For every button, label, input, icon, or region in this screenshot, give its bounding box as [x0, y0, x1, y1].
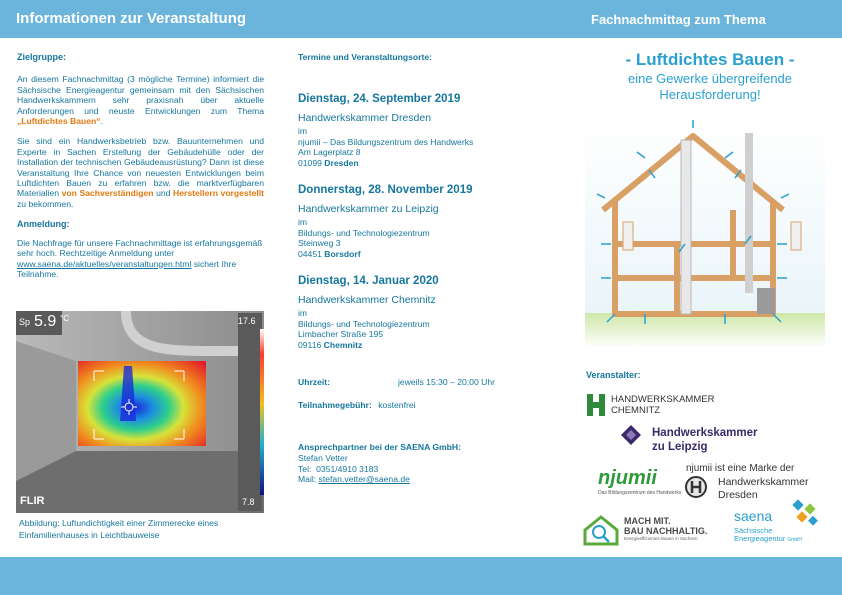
event-3 — [298, 275, 439, 350]
fee-value: kostenfrei — [378, 400, 416, 410]
subtitle-line-2: Herausforderung! — [659, 87, 761, 102]
time-label: Uhrzeit: — [298, 377, 330, 387]
subtitle — [585, 71, 835, 103]
left-header-title: Informationen zur Veranstaltung — [16, 10, 247, 27]
event-city-line — [298, 340, 439, 351]
thermal-scene — [16, 311, 264, 513]
event-zip: 04451 — [298, 248, 325, 259]
event-date: Dienstag, 24. September 2019 — [298, 93, 461, 105]
time-value: jeweils 15:30 – 20:00 Uhr — [398, 377, 495, 387]
text-run: An diesem Fachnachmittag (3 mögliche Termine) informiert die Sächsische Energieagentur gemeinsam mit den Sächsischen Handwerkskammern sehr praxisnah über aktuelle Anforderungen und neuste Entwicklungen zum Thema — [17, 74, 264, 116]
njumii-wordmark: njumii — [598, 467, 657, 489]
contact-name: Stefan Vetter — [298, 453, 348, 463]
hwk-chemnitz-icon — [585, 392, 607, 418]
events-link[interactable]: www.saena.de/aktuelles/veranstaltungen.html — [17, 258, 192, 269]
saena-wordmark: saena — [734, 508, 773, 524]
contact-heading: Ansprechpartner bei der SAENA GmbH: — [298, 442, 461, 452]
flir-logo: FLIR — [20, 495, 45, 507]
text-run: . — [100, 116, 103, 127]
logo-text-line: HANDWERKSKAMMER — [611, 394, 715, 405]
event-line: njumii – Das Bildungszentrum des Handwerks — [298, 136, 474, 147]
logo-text-line: Sächsische — [734, 526, 773, 535]
event-venue: Handwerkskammer Dresden — [298, 112, 432, 124]
hwk-dresden-icon — [684, 475, 708, 499]
mail-label: Mail: — [298, 474, 317, 485]
njumii-note: njumii ist eine Marke der — [686, 463, 795, 474]
phone-label: Tel: — [298, 463, 312, 474]
saena-subtext — [734, 527, 802, 544]
signup-heading: Anmeldung: — [17, 219, 70, 230]
contact-phone — [298, 464, 538, 475]
text-run: Die Nachfrage für unsere Fachnachmittage ist erfahrungsgemäß sehr hoch. Rechtzeitige Anmeldung unter — [17, 237, 263, 259]
saena-line: Energieagentur — [734, 534, 786, 543]
thermo-max: 17.6 — [238, 316, 256, 326]
thermo-min: 7.8 — [242, 497, 255, 507]
text-run: und — [153, 188, 174, 199]
event-line: im — [298, 217, 308, 227]
hwk-leipzig-logo — [620, 424, 758, 453]
hwk-chemnitz-logo — [585, 392, 715, 423]
contact-mail — [298, 474, 538, 485]
njumii-logo — [598, 467, 680, 507]
event-venue: Handwerkskammer zu Leipzig — [298, 203, 439, 215]
machmit-text — [624, 516, 707, 541]
audience-paragraph — [17, 136, 264, 209]
dates-heading: Termine und Veranstaltungsorte: — [298, 52, 433, 62]
event-street: Limbacher Straße 195 — [298, 329, 384, 340]
event-line: im — [298, 126, 308, 136]
phone-value: 0351/4910 3183 — [316, 463, 379, 474]
time-row — [298, 377, 538, 388]
logo-text-line: CHEMNITZ — [611, 405, 661, 416]
event-zip: 01099 — [298, 157, 325, 168]
mail-link[interactable]: stefan.vetter@saena.de — [318, 474, 410, 485]
signup-paragraph — [17, 238, 264, 280]
thermal-image — [16, 311, 264, 513]
logo-text-line: MACH MIT. — [624, 516, 671, 526]
event-date: Donnerstag, 28. November 2019 — [298, 184, 473, 196]
thermo-unit: °C — [60, 314, 69, 323]
organizer-label: Veranstalter: — [586, 370, 641, 380]
event-street: Am Lagerplatz 8 — [298, 147, 361, 158]
hwk-dresden-logo — [684, 475, 809, 504]
logo-text-line: Dresden — [718, 489, 758, 501]
event-zip: 09116 — [298, 339, 324, 350]
event-1 — [298, 93, 473, 168]
fee-row — [298, 400, 538, 411]
text-run: Sie sind ein Handwerksbetrieb bzw. Bauunternehmen und Experte in Sachen Erstellung der Gebäudehülle oder der Installation der technischen Gebäudeausrüstung? Dann ist diese Veranstaltung Ihre Chance von neuesten Entwicklungen beim Luftdichten Bauen zu erfahren bzw. die marktverfügbaren Materialien — [17, 136, 264, 199]
logo-text-line: Energieeffizientes Bauen in Sachsen — [624, 536, 698, 541]
house-illustration — [585, 118, 825, 348]
event-venue: Handwerkskammer Chemnitz — [298, 294, 436, 306]
logo-text-line: Handwerkskammer — [652, 427, 758, 439]
target-paragraph — [17, 74, 264, 126]
house-check-icon — [581, 514, 621, 546]
logo-text-line: Handwerkskammer — [718, 476, 809, 488]
highlight-experts: von Sachverständigen — [61, 188, 154, 199]
machmit-logo — [581, 514, 708, 551]
logo-text-line — [734, 535, 802, 544]
logo-text-line: BAU NACHHALTIG. — [624, 526, 708, 536]
subtitle-line-1: eine Gewerke übergreifende — [627, 71, 793, 86]
fee-label: Teilnahmegebühr: — [298, 400, 372, 410]
event-line: im — [298, 308, 308, 318]
dates-column — [298, 52, 538, 485]
saena-squares-icon — [784, 499, 824, 529]
event-street: Steinweg 3 — [298, 238, 341, 249]
thermo-temperature: 5.9 — [34, 313, 57, 330]
contact-block — [298, 442, 538, 485]
text-run: sichert Ihre Teilnahme. — [17, 258, 237, 279]
event-city-line — [298, 249, 473, 260]
info-column — [17, 52, 264, 289]
text-run: zu bekommen. — [17, 198, 74, 209]
saena-gmbh: GmbH — [787, 537, 802, 543]
bottom-band — [0, 557, 842, 595]
hwk-leipzig-icon — [620, 424, 642, 446]
event-city: Dresden — [324, 157, 359, 168]
event-city: Chemnitz — [323, 339, 363, 350]
hwk-chemnitz-name — [611, 394, 714, 416]
logo-text-line: zu Leipzig — [652, 441, 708, 453]
target-heading: Zielgruppe: — [17, 52, 66, 62]
event-date: Dienstag, 14. Januar 2020 — [298, 275, 439, 287]
event-line: Bildungs- und Technologiezentrum — [298, 227, 430, 238]
event-city: Borsdorf — [324, 248, 361, 259]
image-caption: Abbildung: Luftundichtigkeit einer Zimmerecke eines Einfamilienhauses in Leichtbauweise — [19, 518, 219, 540]
njumii-tagline: Das Bildungszentrum des Handwerks — [598, 490, 682, 496]
event-2 — [298, 184, 473, 259]
event-line: Bildungs- und Technologiezentrum — [298, 318, 430, 329]
highlight-manufacturers: Herstellern vorgestellt — [173, 188, 264, 199]
hwk-leipzig-name — [652, 426, 757, 454]
topic-highlight: „Luftdichtes Bauen“ — [17, 116, 101, 127]
right-header-title: Fachnachmittag zum Thema — [591, 12, 766, 27]
event-city-line — [298, 158, 473, 169]
thermo-mode-label: Sp — [19, 317, 31, 327]
main-title: - Luftdichtes Bauen - — [625, 50, 795, 69]
